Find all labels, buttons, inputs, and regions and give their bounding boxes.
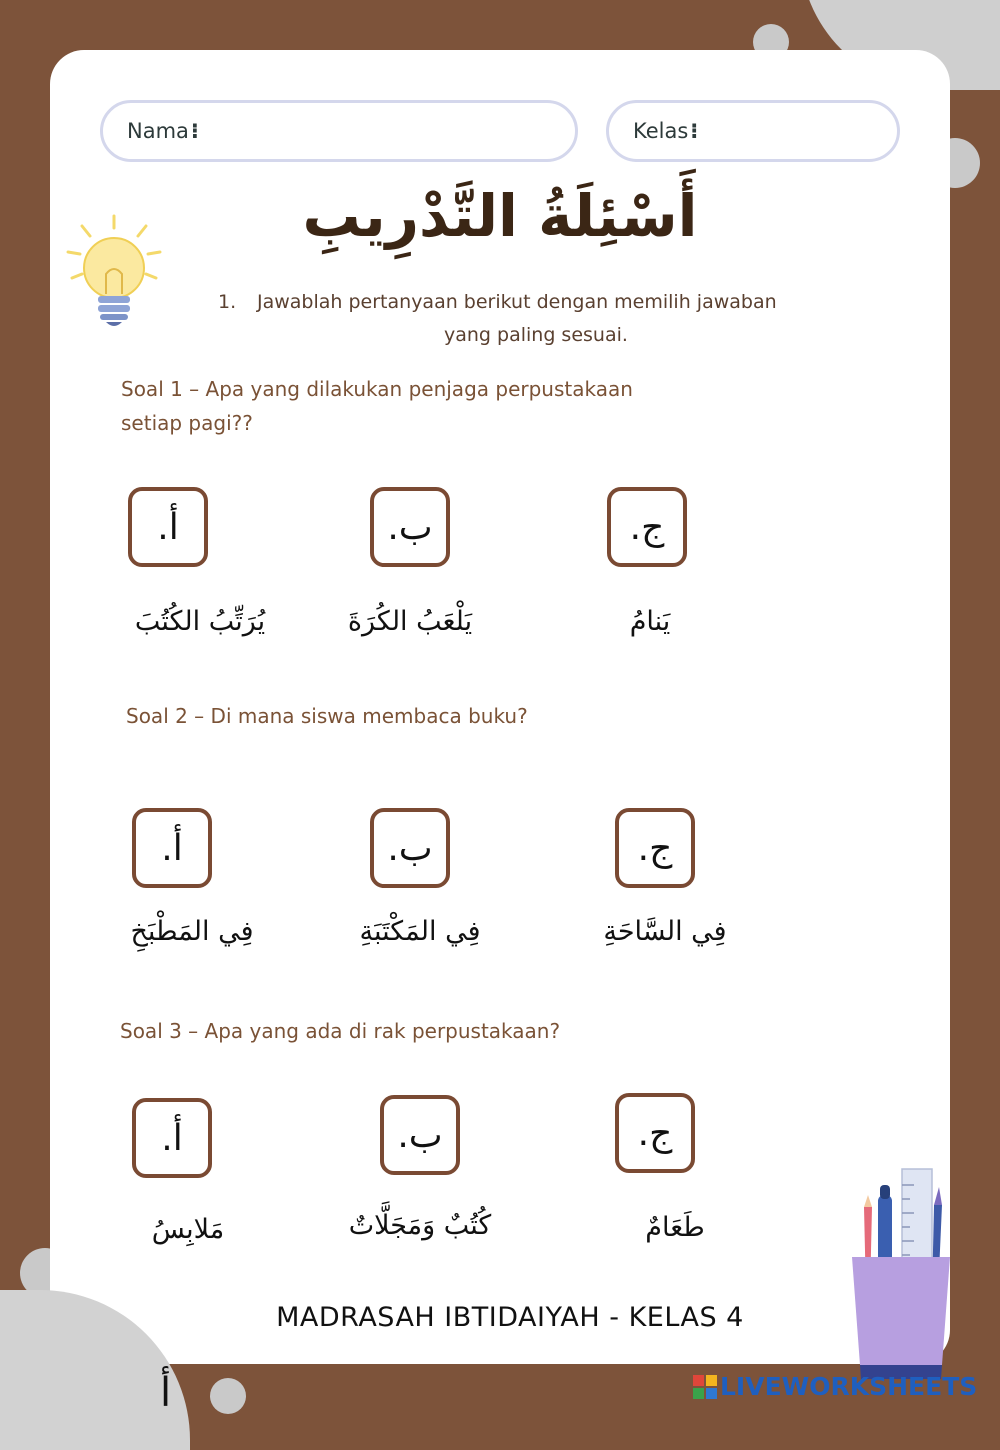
q1-option-c-box[interactable]: ج. bbox=[607, 487, 687, 567]
question-1-line-2: setiap pagi?? bbox=[121, 411, 253, 435]
instruction-line-1: Jawablah pertanyaan berikut dengan memilih jawaban bbox=[257, 291, 777, 313]
q3-option-a-answer: مَلابِسُ bbox=[151, 1214, 225, 1245]
q2-option-a-box[interactable]: أ. bbox=[132, 808, 212, 888]
q3-option-c-answer: طَعَامٌ bbox=[645, 1212, 705, 1243]
class-label: Kelas bbox=[633, 119, 689, 143]
q1-option-b-box[interactable]: ب. bbox=[370, 487, 450, 567]
q2-option-b-answer: فِي المَكْتَبَةِ bbox=[359, 916, 481, 947]
q1-option-c-answer: يَنامُ bbox=[629, 606, 671, 637]
page-title: أَسْئِلَةُ التَّدْرِيبِ bbox=[302, 182, 698, 250]
q2-option-b-box[interactable]: ب. bbox=[370, 808, 450, 888]
q3-option-c-box[interactable]: ج. bbox=[615, 1093, 695, 1173]
q3-option-b-answer: كُتُبٌ وَمَجَلَّاتٌ bbox=[348, 1210, 492, 1241]
brand-name: LIVEWORKSHEETS bbox=[720, 1372, 978, 1401]
pencil-cup-icon bbox=[846, 1165, 956, 1390]
question-1-line-1: Soal 1 – Apa yang dilakukan penjaga perpustakaan bbox=[121, 377, 633, 401]
q1-option-a-box[interactable]: أ. bbox=[128, 487, 208, 567]
class-colon: ⁝ bbox=[690, 119, 699, 143]
q2-option-a-answer: فِي المَطْبَخِ bbox=[130, 916, 254, 947]
q3-option-b-box[interactable]: ب. bbox=[380, 1095, 460, 1175]
question-2-text bbox=[126, 699, 706, 733]
class-field[interactable] bbox=[606, 100, 900, 162]
question-3-text bbox=[120, 1014, 700, 1048]
corner-glyph: أ bbox=[160, 1370, 172, 1416]
q2-option-c-answer: فِي السَّاحَةِ bbox=[603, 916, 727, 947]
logo-mark-icon bbox=[693, 1375, 717, 1399]
lightbulb-icon bbox=[64, 210, 164, 334]
name-label: Nama bbox=[127, 119, 189, 143]
q1-option-b-answer: يَلْعَبُ الكُرَةَ bbox=[347, 606, 473, 637]
question-3-line-1: Soal 3 – Apa yang ada di rak perpustakaan? bbox=[120, 1019, 561, 1043]
decor-dot bbox=[210, 1378, 246, 1414]
instruction-line-2: yang paling sesuai. bbox=[444, 324, 628, 346]
q2-option-c-box[interactable]: ج. bbox=[615, 808, 695, 888]
name-field[interactable] bbox=[100, 100, 578, 162]
instruction-number: 1. bbox=[218, 291, 237, 313]
q1-option-a-answer: يُرَتِّبُ الكُتُبَ bbox=[134, 606, 266, 637]
question-2-line-1: Soal 2 – Di mana siswa membaca buku? bbox=[126, 704, 528, 728]
q3-option-a-box[interactable]: أ. bbox=[132, 1098, 212, 1178]
name-colon: ⁝ bbox=[190, 119, 199, 143]
footer-text: MADRASAH IBTIDAIYAH - KELAS 4 bbox=[276, 1302, 744, 1333]
question-1-text bbox=[121, 372, 701, 440]
liveworksheets-logo[interactable] bbox=[693, 1372, 977, 1401]
